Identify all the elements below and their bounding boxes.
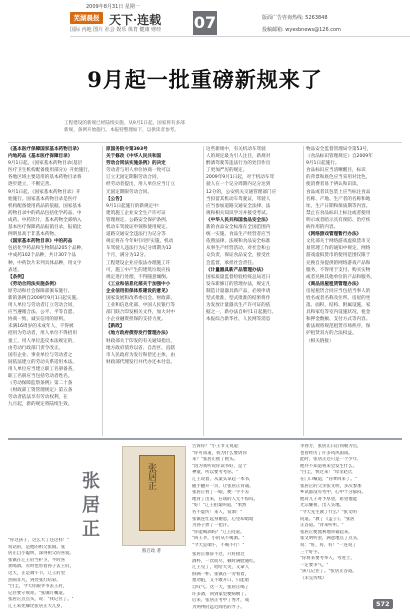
article-line: 国家质量监督检验检疫总局近日 (206, 274, 271, 280)
article-line: 《国家基本药物目录》中的药品 (8, 239, 73, 245)
article-line: 劳动者依法享有劳动权利，在 (8, 395, 68, 401)
serial-line: （未完待续） (300, 575, 327, 581)
serial-line: 张镇在辽王府当护卫，平时喜 (8, 557, 66, 563)
serial-line: "今天先生教了什么？"张文明 (300, 509, 357, 515)
serial-line: 说："好，好，好！"一连说了 (300, 542, 357, 548)
article-line: 2009年9月1日起，对于机动车驾 (206, 175, 275, 181)
serial-line: 热闹非凡，到处张灯结彩。 (8, 577, 61, 583)
article-line: 了更加严厉的规定。 (206, 168, 248, 174)
article-line: 服务，不得用于支付、购买实物 (306, 267, 371, 273)
article-column-2 (106, 146, 202, 366)
serial-line: 欢喝酒，有时也带着孙子去王府。 (8, 564, 74, 570)
serial-line: 记住要守规矩。"张镇叮嘱道。 (8, 590, 68, 596)
article-line: 包括化学药品和生物制品205个品种， (8, 246, 86, 252)
serial-line: "今天是端午，不喝不行！" (192, 542, 245, 548)
serial-line: 张居正的父亲张文明，多次参加 (300, 483, 362, 489)
serial-line: 自叹气。这一天，张居正喝了 (192, 584, 250, 590)
deck (64, 120, 364, 134)
article-line: 物品安全监督管理局令第53号， (306, 147, 372, 152)
article-line: 房屋租赁合同应当包括当事人的 (306, 288, 371, 294)
article-line: 无固定期限劳动合同。 (106, 189, 152, 195)
book-caption: 熊召政 著 (142, 549, 161, 554)
article-line: 车驾驶人违法行为记分周期为12 (106, 246, 172, 252)
article-line: 可，施工中产生的建筑垃圾应按 (106, 267, 171, 273)
article-line: 用人单位与劳动者订立劳动合同， (8, 303, 77, 309)
article-line: 个月，满分为12分。 (106, 253, 149, 259)
serial-line: 告诉你？"小王爷又说道： (192, 444, 243, 449)
article-line: 内地药品《基本医疗保障目录》 (8, 154, 73, 160)
article-line: 具和家电等室内设施状况，租金 (306, 310, 371, 316)
serial-line: 也曾经历了许多风风雨雨。 (300, 450, 353, 456)
article-line: 【新政】 (106, 324, 125, 330)
article-line: 型式批准，型式批准的结果将作 (206, 295, 271, 301)
serial-divider (8, 438, 402, 440)
article-line: 协商一致、诚实信用的原则。 (8, 317, 68, 323)
article-line: 新法规将规范租赁市场秩序，保 (306, 324, 371, 330)
article-line: 工程建设企业应依法办理施工许 (106, 260, 171, 266)
article-line: 规和相关知识学习并接受考试。 (206, 210, 271, 216)
serial-line: 他并不知道将来会发生什么。 (300, 463, 358, 469)
article-line: 9月1日起施行的新规定中： (106, 203, 163, 209)
article-line: 禁止在食品标识上标注或者使用 (306, 210, 371, 216)
article-line: 新的条例自2009年9月1日起实施。 (8, 295, 81, 301)
article-line: 食品或者其包装上应当标注食品 (306, 189, 371, 195)
serial-line: 张居正点点头，说："我记住了。" (8, 597, 74, 603)
article-line: 关于修改《中华人民共和国 (106, 154, 162, 160)
serial-line: 张居正看了一眼，便一字不差 (192, 490, 250, 496)
article-line: 财政部代理发行并代办还本付息。 (106, 359, 175, 365)
serial-line: "你将来要考举人、考进士， (300, 556, 355, 562)
article-line: 会监督，承担社会责任。 (206, 260, 257, 266)
article-line: 据之一，新办法自9月1日起施行。 (206, 310, 277, 316)
article-line: 《财政部工资管理规定》第五条 (8, 388, 73, 394)
article-line: 药物目录中的药品包括化学药品、中 (8, 210, 82, 216)
article-line: 12分的，公安机关交通管理部门应 (206, 189, 277, 195)
masthead-divider (70, 36, 410, 37)
newspaper-logo: 芜湖晨报 (70, 12, 103, 24)
article-line: 众负责，保证食品安全，接受社 (206, 253, 271, 259)
article-line: 用人单位应当建立职工名册备查， (8, 366, 77, 372)
article-line: （相关链接） (306, 338, 334, 344)
article-line: 规定将在今年9月同步实施，机动 (106, 239, 174, 245)
article-line: 人的规定最为引人注目，新规对 (206, 154, 271, 160)
corner-stamp: 572 (373, 599, 393, 609)
article-line: 护租赁双方的合法权益。 (306, 331, 357, 337)
article-line: 劳动者与用人单位协商一致可以 (106, 168, 171, 174)
article-line: 《网络游戏管理暂行办法》 (306, 232, 362, 238)
article-line: 病作用的内容。 (306, 225, 339, 231)
article-line: 成药、中药饮片，基本药物全部纳入 (8, 217, 82, 223)
article-line: 表述。 (8, 267, 22, 273)
article-line: 游戏虚拟货币的使用范围仅限于 (306, 253, 371, 259)
article-line: 《劳动合同法实施条例》 (8, 281, 59, 287)
article-line: 应当遵循合法、公平、平等自愿、 (8, 310, 77, 316)
article-line: 《工业和信息化部关于加强中小 (106, 281, 171, 287)
serial-line: 张居正便流利地背诵起来。 (300, 529, 353, 535)
submission-email: 投稿邮箱: wyesbnews@126.com (262, 27, 341, 33)
serial-line: "你能喝酒吗？"辽王问道。 (192, 529, 245, 535)
section-title: 天下·连载 (109, 13, 162, 27)
article-line: 的背景和底色应当采用对比色， (306, 175, 371, 181)
serial-line: 在门口喊道，"你爹回来了。" (300, 476, 357, 482)
serial-line: 酒杯，一饮而尽，顿时满脸通红。 (192, 558, 258, 564)
serial-column-1 (8, 538, 108, 611)
serial-line: 居正自小聪明，深得祖父的喜爱。 (8, 551, 74, 557)
article-line: 《中华人民共和国食品安全法》 (206, 217, 271, 223)
serial-line: 他对儿子寄予厚望，希望他能 (300, 496, 358, 502)
serial-line: 想劝阻，又不敢开口，只能暗 (192, 578, 250, 584)
column-divider (303, 146, 304, 436)
article-line: 机动车驾驶证申领和使用规定、 (106, 225, 171, 231)
article-line: 管理规定、公路安全保护条例、 (106, 217, 171, 223)
book-cover-title: 张居正 (146, 463, 156, 490)
serial-line: "孩儿记住了。"张居正答道。 (300, 569, 357, 575)
serial-line: 李春芳，张居正日后同朝为官， (300, 444, 362, 449)
article-line: 或者兑换其他单位的产品和服务。 (306, 274, 375, 280)
article-line: 基本医疗保障药品报销目录，报销比 (8, 225, 82, 231)
article-line: 机构配备使用药品的依据，国家基本 (8, 203, 82, 209)
serial-line: "好！"辽王拍案叫道，"果然 (192, 503, 247, 509)
article-line: 医疗卫生机构配备使用部分)》开始施行， (8, 168, 93, 174)
serial-line: "白圭，今天你跟爷爷去王府， (8, 584, 68, 590)
article-column-1 (8, 146, 98, 408)
article-line: 应当参加道路交通安全法律、法 (206, 203, 271, 209)
book-cover-image (122, 446, 186, 546)
serial-line: 许多酒，回到家里便病倒了。 (192, 591, 250, 597)
article-line: 《劳动保障监察条例》第二十条 (8, 381, 73, 387)
article-line: 经劳动者提出，用人单位应当订立 (106, 182, 175, 188)
article-line: 订立无固定期限劳动合同， (106, 175, 162, 181)
article-line: 依照法律、法规和食品安全标准 (206, 239, 271, 245)
article-line: 市人民政府为发行和偿还主体，由 (106, 352, 175, 358)
article-line: 使消费者易于辨认和识读。 (306, 182, 362, 188)
serial-line: 张文明听罢，满意地点了点头， (300, 536, 362, 542)
serial-line: 张居正推辞不过，只好接过 (192, 552, 245, 557)
article-column-4 (306, 146, 404, 345)
article-line: 统一实施，食品生产经营者应当 (206, 232, 271, 238)
article-line: 部门联合印发相关文件，加大对中 (106, 310, 175, 316)
serial-line: 此时，张居正还只是一个少年， (300, 457, 362, 463)
article-line: 种，中药饮片未列具体品种，用文字 (8, 260, 82, 266)
article-line: 各地区域主要适用的基本药物目录将 (8, 175, 82, 181)
article-line: 发布新修订的管理办法，规定凡 (206, 281, 271, 287)
page-number-badge: 07 (193, 11, 217, 35)
serial-line: "回王爷，小的从不喝酒。" (192, 536, 245, 542)
serial-line: "白圭，快过来！"母亲赵氏 (300, 470, 353, 476)
column-divider (203, 146, 204, 436)
article-line: 当扣留其机动车驾驶证，驾驶人 (206, 196, 271, 202)
article-column-3 (206, 146, 302, 323)
article-line: 明示或者暗示具有预防、治疗疾 (306, 217, 371, 223)
article-line: 《食品标识管理规定》自2009年 (306, 154, 373, 160)
serial-line: 来？"张居正摇了摇头。 (192, 457, 238, 463)
article-line: 【公告】 (106, 196, 125, 202)
serial-line: 光宗耀祖，出人头地。 (300, 503, 344, 509)
article-line: 【条例】 (8, 274, 27, 280)
serial-line: 辽王说着，从案头拿起一本书， (192, 476, 254, 482)
serial-line: "因为我听说你读书好，是个 (192, 463, 247, 469)
article-line: 《地方政府债券发行管理办法》 (106, 331, 171, 337)
serial-line: 辽王朱宪㸅比张居正大几岁， (8, 603, 66, 609)
article-line: 《基本医疗保障国家基本药物目录》 (8, 147, 82, 152)
article-line: 这些新规中，有关机动车驾驶 (206, 147, 266, 152)
serial-line: 随手翻开一页，让张居正背诵。 (192, 483, 254, 489)
article-line: 财政部关于印发的有关通知指出， (106, 338, 175, 344)
ad-hotline: 版面广告咨询热线: 5263848 (262, 15, 328, 21)
article-line: 始施行。国家基本药物目录是医疗 (8, 196, 77, 202)
article-line: 原国务院令第393号 (106, 147, 148, 152)
deck-line: 工程建设的新规已经陆续实施，从9月1日起，国家将有多部 (64, 121, 185, 126)
article-line: 道路交通安全违法行为记分等 (106, 232, 166, 238)
column-divider (102, 146, 103, 436)
article-line: 驶人在一个记分周期内记分达到 (206, 182, 271, 188)
serial-line: 地背了出来，在场的人无不惊叹。 (192, 496, 258, 502)
serial-line: "你可知道，我为什么要请你 (192, 450, 247, 456)
deck-line: 新规、条例开始施行。本报特整理如下，以供读者参考。 (64, 128, 179, 134)
article-line: 劳动合同法实施条例》的决定 (106, 161, 166, 167)
serial-line: 辽王见了，哈哈大笑，又命人 (192, 565, 250, 571)
serial-line: 问道。"教了《孟子》。"张居 (300, 516, 355, 522)
serial-column-3 (300, 444, 404, 582)
serial-line: 张镇连忙起身谢恩，心里却暗暗 (192, 516, 254, 522)
article-line: 9月1日起，《国家基本药物目录(基层 (8, 161, 83, 167)
article-line: 9月1日起施行。 (306, 161, 340, 167)
article-line: 未满16周岁的未成年人，不得被 (8, 324, 74, 330)
headline: 9月起一批重磅新规来了 (87, 67, 323, 92)
article-line: 为发放计量器具生产许可证的依 (206, 303, 271, 309)
article-line: 企业信用担保体系建设的意见》 (106, 288, 171, 294)
article-line: 建筑施工企业安全生产许可证 (106, 210, 166, 216)
headline-divider (8, 142, 402, 143)
serial-line: 三个好字。 (300, 549, 322, 555)
article-line: 中成药102个品种，共计307个品 (8, 253, 77, 259)
article-line: 落、面积、结构、附属设施，家 (306, 303, 371, 309)
serial-column-2 (192, 444, 292, 550)
article-line: 制造计量器具新产品，必须申请 (206, 288, 271, 294)
serial-line: 神童，所以要考考你。" (192, 470, 238, 476)
serial-line: 正答道。"背来听听。" (300, 523, 344, 529)
article-line: 醉酒驾驶等违法行为的处罚作出 (206, 161, 271, 167)
serial-line: 乡试都没有考中，心中十分郁闷。 (300, 490, 366, 496)
article-line: 址、生产日期和保质期等内容。 (306, 203, 371, 209)
serial-line: 一定要争气。" (300, 562, 329, 568)
article-line: 名称、产地、生产者的名称和地 (306, 196, 371, 202)
article-line: 从事生产经营活动，对社会和公 (206, 246, 271, 252)
serial-line: 后来，张居正考中了秀才，成 (192, 598, 250, 604)
article-line: 姓名或者名称及住所、房屋的坐 (306, 295, 371, 301)
serial-line: 为孙子捏了一把汗。 (192, 523, 232, 529)
article-line: 文化部关于网络游戏虚拟货币交 (306, 239, 371, 245)
serial-line: 说话的，是他的祖父张镇。张 (8, 544, 66, 550)
article-line: 招用为劳动者，用人单位不得招用 (8, 331, 77, 337)
article-line: 易管理工作的通知中规定，网络 (306, 246, 371, 252)
article-line: 《商品房屋租赁管理办法》 (306, 281, 362, 287)
article-line: 国家发展和改革委员会、财政部、 (106, 295, 175, 301)
article-line: 工业和信息化部、中国人民银行等 (106, 303, 175, 309)
article-line: 逐步建立，不断完善。 (8, 182, 54, 188)
article-line: 九月起，新的规定将陆续生效。 (8, 402, 73, 408)
issue-date: 2009年8月31日 星期一 (86, 4, 140, 10)
article-line: 童工，用人单位违反本法规定的， (8, 338, 77, 344)
article-line: 间依法建立的劳动关系适用本法。 (8, 359, 77, 365)
article-line: 和押金数额、支付方式等内容。 (306, 317, 371, 323)
article-line: 由劳动行政部门责令改正。 (8, 345, 64, 351)
article-line: 本报综合新华社、人民网等消息 (206, 317, 271, 323)
article-line: 新的食品安全标准在全国范围内 (206, 225, 271, 231)
article-line: 食品标识应当清晰醒目，标识 (306, 168, 366, 174)
article-line: 职工名册应当包括劳动者姓名。 (8, 374, 73, 379)
article-line: 兑换自身提供的网络游戏产品和 (306, 260, 371, 266)
article-line: 地方政府债券以省、自治区、直辖 (106, 345, 175, 351)
serial-title: 张居正 (79, 471, 100, 543)
article-line: 小企业融资担保的支持力度。 (106, 317, 166, 323)
serial-line: 为荆州府远近闻名的才子。 (192, 604, 245, 610)
article-line: 原劳动和社会保障部颁布施行。 (8, 288, 73, 294)
article-line: 例明显高于非基本药物。 (8, 232, 59, 238)
serial-line: "你这孩子，这么大了还这样！" (8, 538, 70, 543)
article-line: 国有企业、事业单位与劳动者之 (8, 352, 73, 358)
serial-line: 这天，正是端午节，辽王府里 (8, 570, 66, 576)
serial-line: 斟满一杯。张镇在一旁看着， (192, 571, 250, 577)
serial-column-2b (192, 552, 292, 611)
article-line: 规定进行处理，不得随意倾倒。 (106, 274, 171, 280)
serial-line: 名不虚传！来人，赏酒！" (192, 509, 243, 515)
article-line: 《计量器具新产品管理办法》 (206, 267, 266, 273)
section-nav: 国际 内地 图片 社会 娱乐 体育 健康 财经 (70, 27, 162, 33)
article-line: 9月1日起，《国家基本药物目录》开 (8, 189, 81, 195)
